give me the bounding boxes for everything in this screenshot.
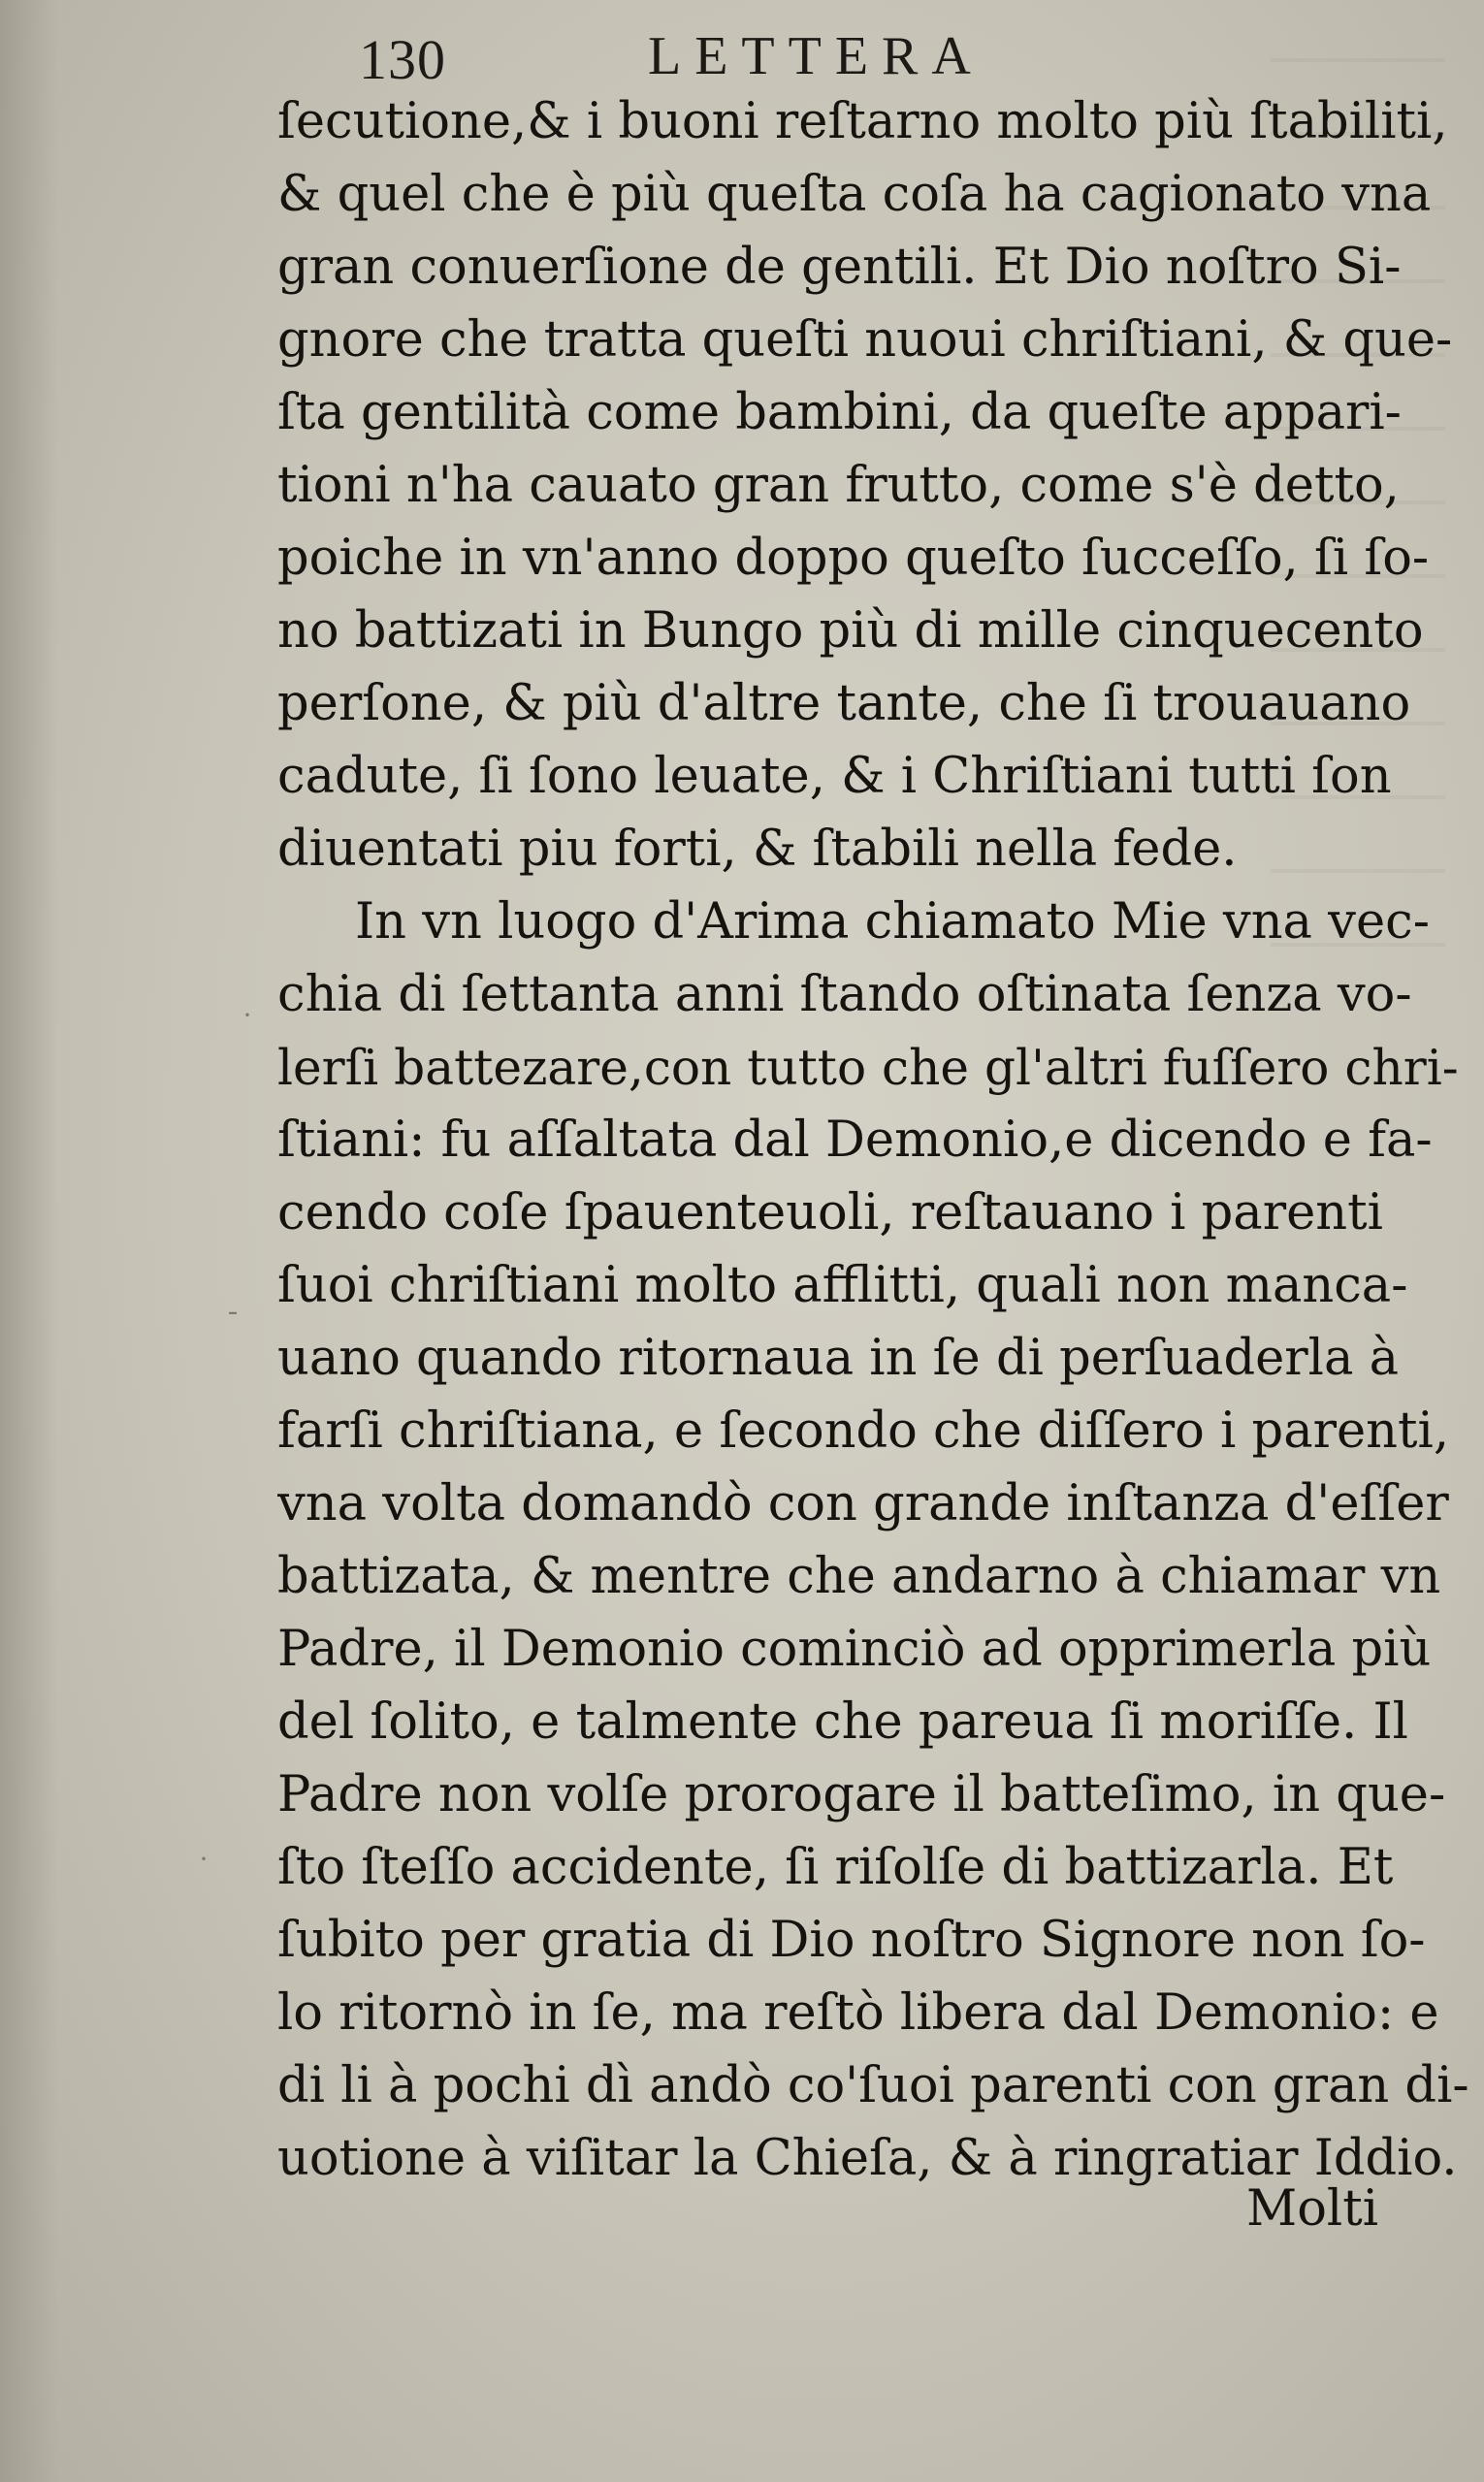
page-header [349, 21, 1222, 89]
text-line: uano quando ritornaua in ſe di perſuaderla à [277, 1330, 1399, 1387]
text-line: vna volta domandò con grande inſtanza d'eſſer [277, 1475, 1449, 1532]
running-title: LETTERA [648, 26, 984, 86]
text-line: di li à pochi dì andò co'ſuoi parenti con gran di- [277, 2057, 1469, 2114]
text-line: ſubito per gratia di Dio noſtro Signore non ſo- [277, 1912, 1426, 1969]
text-line: Padre, il Demonio cominciò ad opprimerla più [277, 1621, 1432, 1678]
paragraph-first-line: In vn luogo d'Arima chiamato Mie vna vec- [355, 893, 1430, 951]
text-line: ſtiani: fu aſſaltata dal Demonio,e dicendo e fa- [277, 1112, 1433, 1169]
text-line: del ſolito, e talmente che pareua ſi moriſſe. Il [277, 1693, 1408, 1751]
text-line: poiche in vn'anno doppo queſto ſucceſſo, ſi ſo- [277, 530, 1430, 587]
text-line: chia di ſettanta anni ſtando oſtinata ſenza vo- [277, 966, 1412, 1023]
text-line: no battizati in Bungo più di mille cinquecento [277, 602, 1424, 660]
text-line: cadute, ſi ſono leuate, & i Chriſtiani tutti ſon [277, 748, 1392, 805]
page-number: 130 [359, 28, 446, 91]
text-line: & quel che è più queſta coſa ha cagionato vna [277, 166, 1432, 223]
margin-tick-mark: · [199, 1843, 209, 1875]
margin-tick-mark: ‐ [228, 1295, 238, 1327]
text-line: ſuoi chriſtiani molto afflitti, quali non manca- [277, 1257, 1408, 1314]
text-line: uotione à viſitar la Chieſa, & à ringratiar Iddio. [277, 2130, 1458, 2187]
margin-tick-mark: · [242, 999, 252, 1031]
text-line: ſto ſteſſo accidente, ſi riſolſe di battizarla. Et [277, 1839, 1394, 1896]
catchword: Molti [1246, 2180, 1379, 2238]
text-line: cendo coſe ſpauenteuoli, reſtauano i parenti [277, 1184, 1383, 1241]
text-line: perſone, & più d'altre tante, che ſi trouauano [277, 675, 1411, 732]
text-line: ſecutione,& i buoni reſtarno molto più ſtabiliti, [277, 93, 1448, 150]
text-line: diuentati piu forti, & ſtabili nella fede. [277, 821, 1238, 878]
text-line: farſi chriſtiana, e ſecondo che diſſero i parenti, [277, 1402, 1450, 1460]
text-line: Padre non volſe prorogare il batteſimo, in que- [277, 1766, 1446, 1823]
page-gutter-shadow [0, 0, 58, 2482]
text-line: gran conuerſione de gentili. Et Dio noſtro Si- [277, 239, 1402, 296]
body-text [277, 85, 1470, 2195]
text-line: lerſi battezare,con tutto che gl'altri fuſſero chri- [277, 1039, 1459, 1096]
text-line: battizata, & mentre che andarno à chiamar vn [277, 1548, 1441, 1605]
text-line: ſta gentilità come bambini, da queſte appari- [277, 384, 1402, 441]
text-line: tioni n'ha cauato gran frutto, come s'è detto, [277, 457, 1400, 514]
text-line: lo ritornò in ſe, ma reſtò libera dal Demonio: e [277, 1984, 1439, 2042]
text-line: gnore che tratta queſti nuoui chriſtiani, & que- [277, 311, 1453, 369]
